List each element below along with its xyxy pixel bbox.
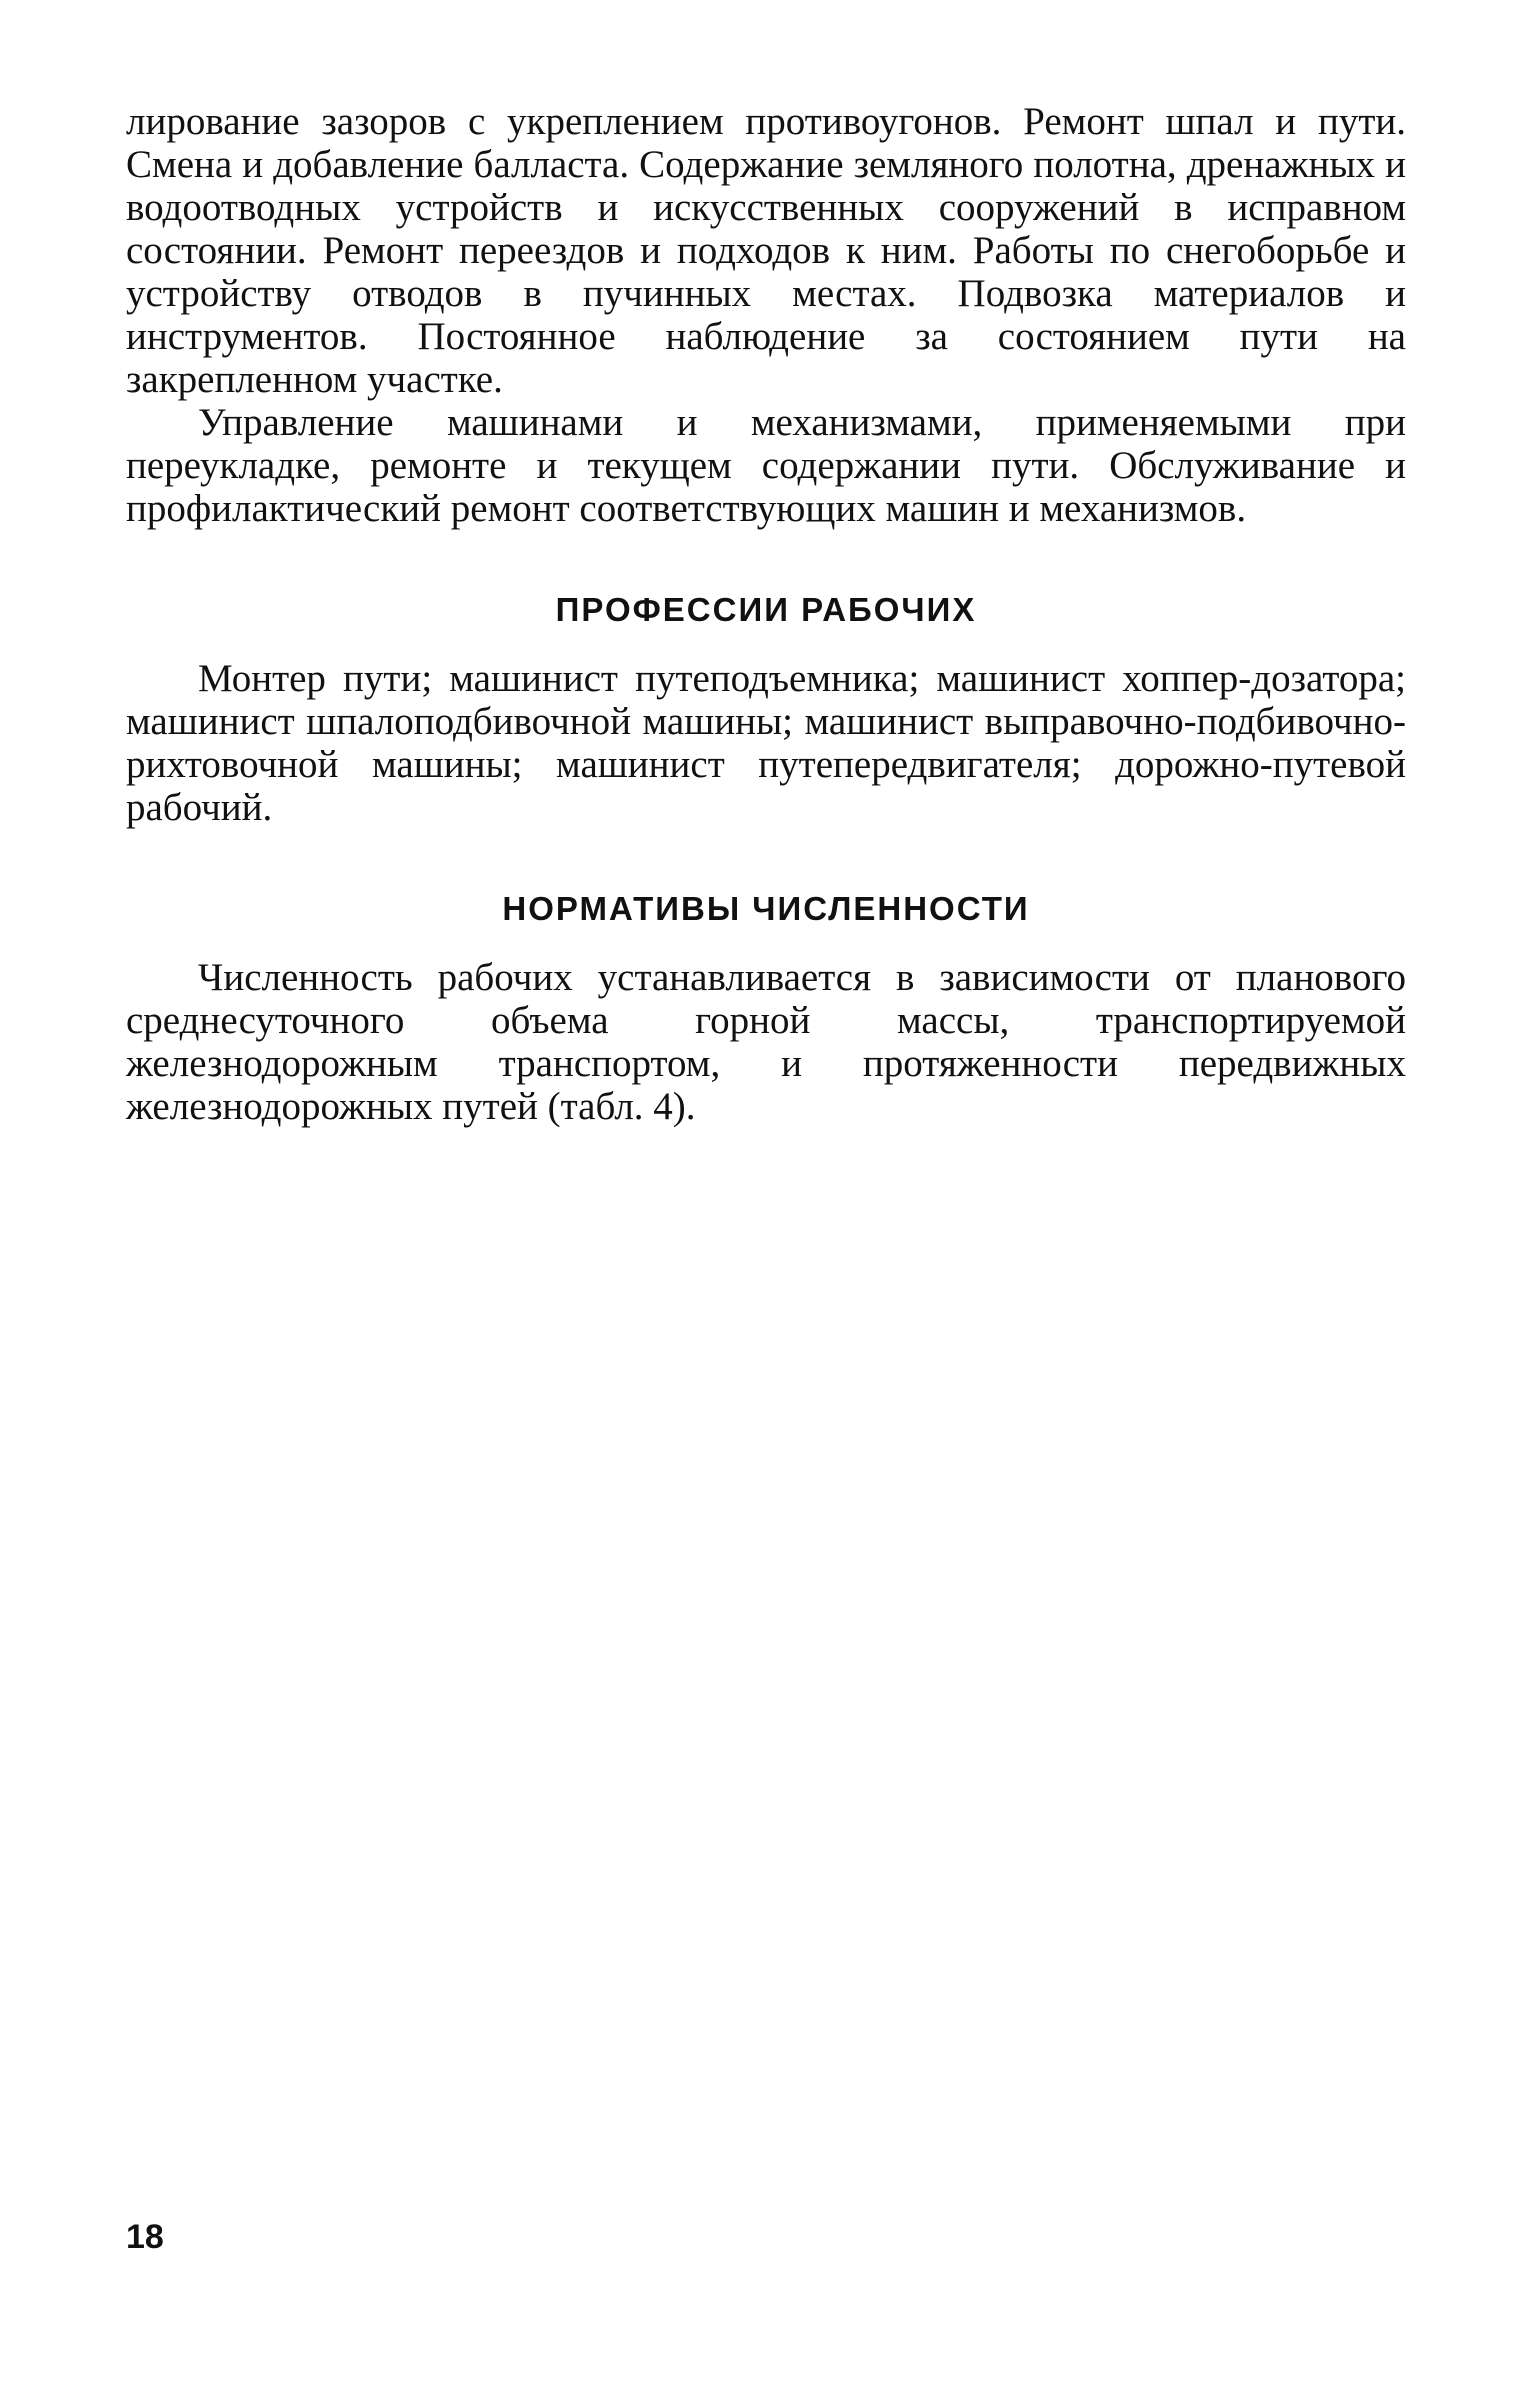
heading-staffing-norms: НОРМАТИВЫ ЧИСЛЕННОСТИ — [502, 890, 1030, 927]
page-body — [126, 100, 1406, 1128]
page-number: 18 — [126, 2218, 164, 2256]
paragraph-machine-operation: Управление машинами и механизмами, применяемыми при переукладке, ремонте и текущем содержании пути. Обслуживание и профилактический ремонт соответствующих машин и механизмов. — [126, 401, 1406, 530]
paragraph-track-maintenance: лирование зазоров с укреплением противоугонов. Ремонт шпал и пути. Смена и добавление балласта. Содержание земляного полотна, дренажных и водоотводных устройств и искусственных сооружений в исправном состоянии. Ремонт переездов и подходов к ним. Работы по снегоборьбе и устройству отводов в пучинных местах. Подвозка материалов и инструментов. Постоянное наблюдение за состоянием пути на закрепленном участке. — [126, 100, 1406, 401]
paragraph-staffing-norms: Численность рабочих устанавливается в зависимости от планового среднесуточного объема горной массы, транспортируемой железнодорожным транспортом, и протяженности передвижных железнодорожных путей (табл. 4). — [126, 956, 1406, 1128]
heading-professions: ПРОФЕССИИ РАБОЧИХ — [555, 591, 977, 628]
paragraph-professions-list: Монтер пути; машинист путеподъемника; машинист хоппер-дозатора; машинист шпалоподбивочной машины; машинист выправочно-подбивочно-рихтовочной машины; машинист путепередвигателя; дорожно-путевой рабочий. — [126, 657, 1406, 829]
